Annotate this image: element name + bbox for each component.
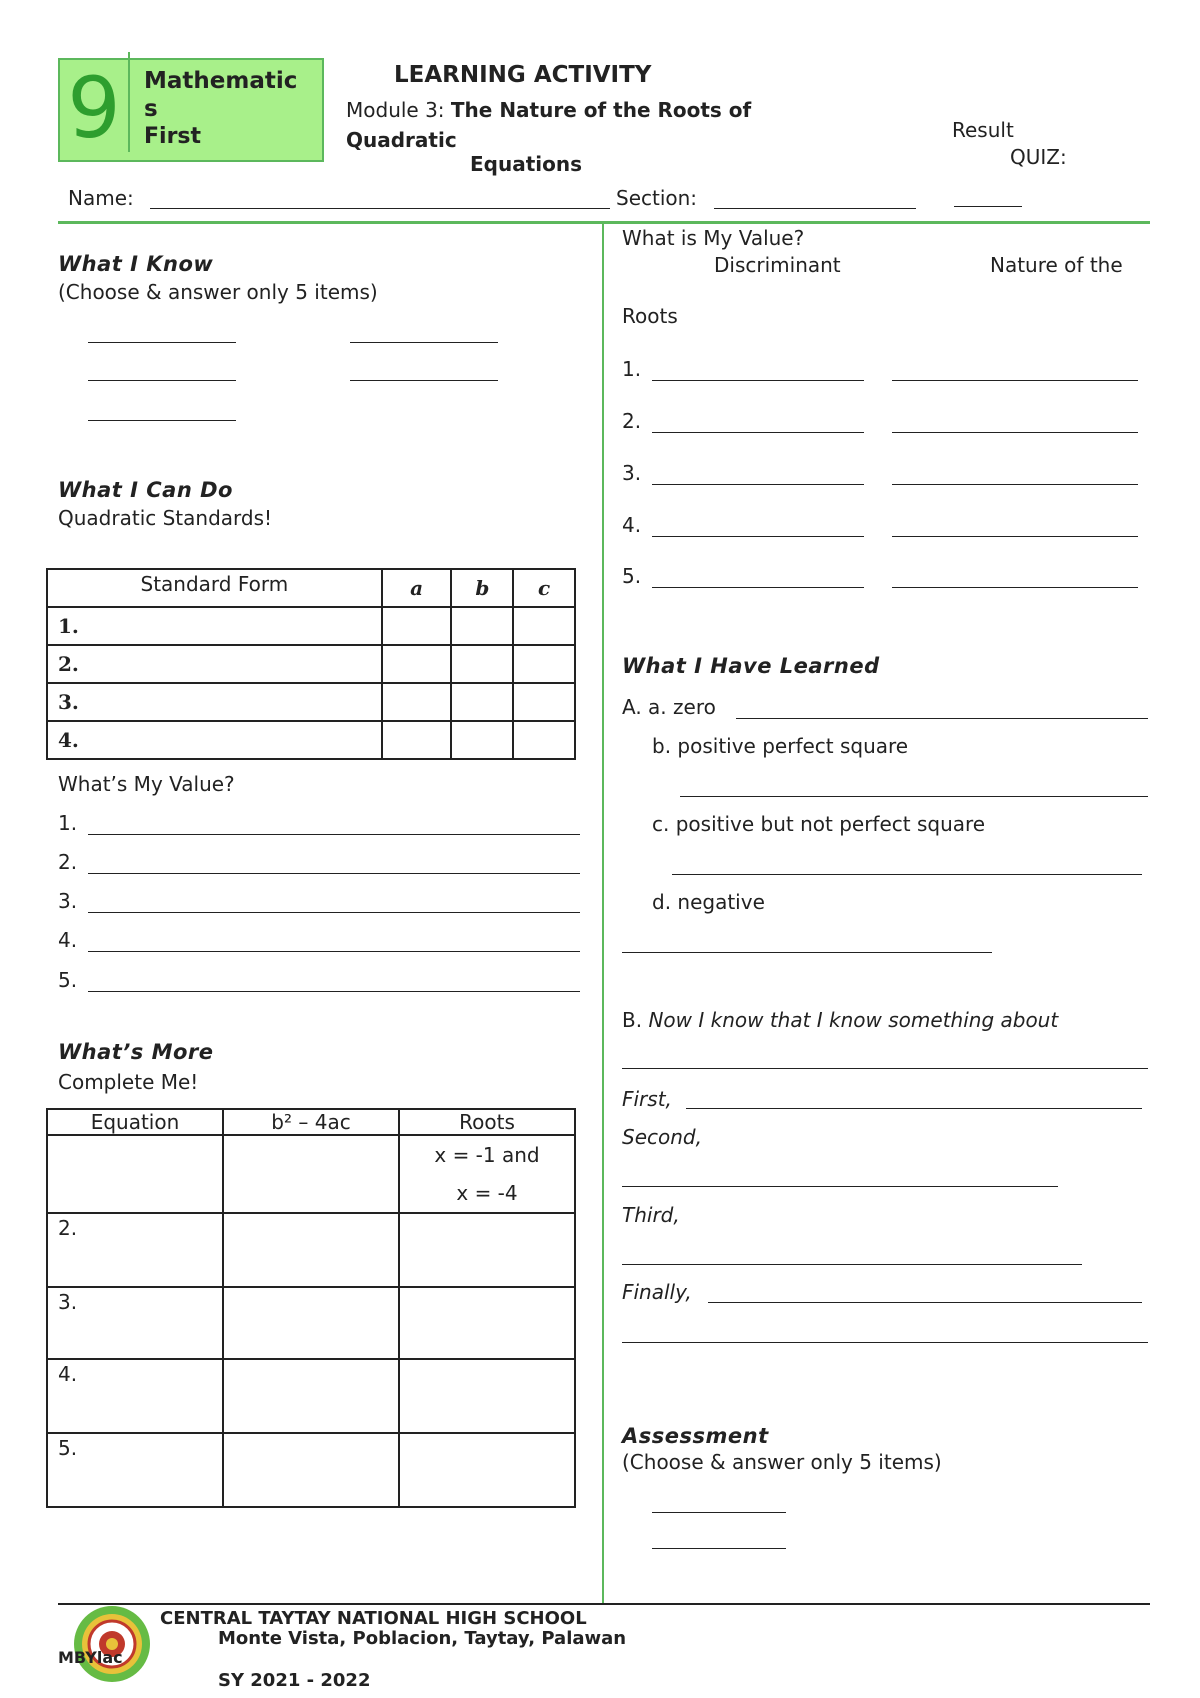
whats-more-title: What’s More (58, 1040, 214, 1064)
table-row[interactable]: 2. (47, 1213, 223, 1287)
name-label: Name: (68, 186, 134, 210)
header-standard-form: Standard Form (47, 569, 382, 607)
roots-cell[interactable] (399, 1213, 575, 1287)
header-b: b (451, 569, 513, 607)
discriminant-answer-3[interactable] (652, 484, 864, 485)
discriminant-cell[interactable] (223, 1135, 399, 1213)
equation-cell[interactable] (47, 1135, 223, 1213)
complete-me-table (46, 1108, 576, 1508)
section-field[interactable] (714, 208, 916, 209)
nature-answer-5[interactable] (892, 587, 1138, 588)
roots-cell[interactable] (399, 1433, 575, 1507)
quiz-score-field[interactable] (954, 206, 1022, 207)
discriminant-answer-2[interactable] (652, 432, 864, 433)
module-title-line2: Quadratic (346, 128, 457, 152)
roots-cell[interactable] (399, 1287, 575, 1359)
discriminant-header: Discriminant (714, 253, 841, 277)
cell-b[interactable] (451, 645, 513, 683)
module-title-line1: The Nature of the Roots of (450, 98, 752, 122)
module-title-cut: Equations (470, 152, 583, 176)
learned-b-text: Now I know that I know something about (648, 1008, 1059, 1032)
school-seal-icon (72, 1604, 152, 1684)
learned-d-answer[interactable] (622, 952, 992, 953)
learned-b-prefix: B. (622, 1008, 643, 1032)
first-label: First, (622, 1087, 672, 1111)
learned-a-label: A. a. zero (622, 695, 716, 719)
cell-a[interactable] (382, 721, 452, 759)
nature-answer-2[interactable] (892, 432, 1138, 433)
cell-a[interactable] (382, 645, 452, 683)
what-i-know-subtitle: (Choose & answer only 5 items) (58, 280, 378, 304)
learned-topic-answer[interactable] (622, 1068, 1148, 1069)
value-item-number: 3. (58, 889, 78, 913)
know-answer-3[interactable] (88, 380, 236, 381)
name-field[interactable] (150, 208, 610, 209)
first-answer[interactable] (686, 1108, 1142, 1109)
whats-more-subtitle: Complete Me! (58, 1070, 199, 1094)
table-row[interactable]: 1. (47, 607, 382, 645)
discriminant-cell[interactable] (223, 1287, 399, 1359)
cell-b[interactable] (451, 721, 513, 759)
second-answer[interactable] (622, 1186, 1058, 1187)
value-item-number: 5. (58, 968, 78, 992)
assessment-title: Assessment (622, 1424, 769, 1448)
discriminant-answer-1[interactable] (652, 380, 864, 381)
grade-number: 9 (60, 52, 130, 152)
nature-item-number: 4. (622, 513, 642, 537)
assessment-answer-2[interactable] (652, 1548, 786, 1549)
finally-label: Finally, (622, 1280, 692, 1304)
footer-address: Monte Vista, Poblacion, Taytay, Palawan (218, 1628, 627, 1649)
standard-form-table (46, 568, 576, 760)
learned-b-statement (622, 1008, 1058, 1032)
nature-answer-3[interactable] (892, 484, 1138, 485)
subject-line2: s (144, 96, 158, 122)
page-title: LEARNING ACTIVITY (394, 62, 652, 88)
footer-divider (58, 1603, 1150, 1605)
know-answer-5[interactable] (88, 420, 236, 421)
module-line1 (346, 98, 751, 122)
subject-line1: Mathematic (144, 68, 298, 94)
nature-item-number: 2. (622, 409, 642, 433)
nature-header-cont: Roots (622, 304, 678, 328)
footer-author: MBYlac (58, 1648, 123, 1667)
cell-c[interactable] (513, 683, 575, 721)
column-divider (602, 224, 604, 1604)
discriminant-cell[interactable] (223, 1359, 399, 1433)
what-i-can-do-title: What I Can Do (58, 478, 233, 502)
nature-item-number: 1. (622, 357, 642, 381)
know-answer-1[interactable] (88, 342, 236, 343)
section-label: Section: (616, 186, 698, 210)
table-row[interactable]: 4. (47, 1359, 223, 1433)
value-item-number: 1. (58, 811, 78, 835)
header-divider (58, 221, 1150, 224)
learned-b-answer[interactable] (680, 796, 1148, 797)
cell-a[interactable] (382, 607, 452, 645)
nature-item-number: 3. (622, 461, 642, 485)
cell-a[interactable] (382, 683, 452, 721)
learned-d-label: d. negative (652, 890, 765, 914)
table-row[interactable]: 5. (47, 1433, 223, 1507)
header-c: c (513, 569, 575, 607)
know-answer-4[interactable] (350, 380, 498, 381)
nature-answer-1[interactable] (892, 380, 1138, 381)
value-answer-1[interactable] (88, 834, 580, 835)
grade-badge (58, 58, 324, 162)
quarter-label: First (144, 124, 202, 149)
result-label: Result (952, 118, 1014, 142)
table-row[interactable]: 3. (47, 1287, 223, 1359)
learned-c-label: c. positive but not perfect square (652, 812, 986, 836)
whats-my-value-title: What’s My Value? (58, 772, 235, 796)
second-label: Second, (622, 1125, 702, 1149)
learned-b-label: b. positive perfect square (652, 734, 909, 758)
assessment-answer-1[interactable] (652, 1512, 786, 1513)
roots-cell[interactable] (399, 1359, 575, 1433)
module-title-clipped (470, 150, 600, 176)
assessment-subtitle: (Choose & answer only 5 items) (622, 1450, 942, 1474)
nature-header: Nature of the (990, 253, 1123, 277)
footer-sy: SY 2021 - 2022 (218, 1670, 371, 1691)
header-roots: Roots (399, 1109, 575, 1135)
learned-c-answer[interactable] (672, 874, 1142, 875)
roots-cell[interactable] (399, 1135, 575, 1213)
nature-item-number: 5. (622, 564, 642, 588)
finally-answer-cont[interactable] (622, 1342, 1148, 1343)
value-answer-2[interactable] (88, 873, 580, 874)
discriminant-answer-4[interactable] (652, 536, 864, 537)
cell-c[interactable] (513, 645, 575, 683)
third-label: Third, (622, 1203, 680, 1227)
value-answer-5[interactable] (88, 991, 580, 992)
discriminant-answer-5[interactable] (652, 587, 864, 588)
roots-line2: x = -4 (456, 1181, 518, 1205)
discriminant-cell[interactable] (223, 1433, 399, 1507)
cell-c[interactable] (513, 721, 575, 759)
value-item-number: 2. (58, 850, 78, 874)
header-equation: Equation (47, 1109, 223, 1135)
what-i-can-do-subtitle: Quadratic Standards! (58, 506, 273, 530)
value-item-number: 4. (58, 928, 78, 952)
cell-b[interactable] (451, 607, 513, 645)
value-answer-4[interactable] (88, 951, 580, 952)
table-row[interactable]: 4. (47, 721, 382, 759)
header-discriminant: b² – 4ac (223, 1109, 399, 1135)
header-a: a (382, 569, 452, 607)
cell-b[interactable] (451, 683, 513, 721)
what-i-have-learned-title: What I Have Learned (622, 654, 880, 678)
third-answer[interactable] (622, 1264, 1082, 1265)
cell-c[interactable] (513, 607, 575, 645)
footer-school: CENTRAL TAYTAY NATIONAL HIGH SCHOOL (160, 1608, 587, 1629)
what-i-know-title: What I Know (58, 252, 214, 276)
discriminant-cell[interactable] (223, 1213, 399, 1287)
know-answer-2[interactable] (350, 342, 498, 343)
quiz-label: QUIZ: (1010, 145, 1067, 169)
roots-line1: x = -1 and (434, 1143, 540, 1167)
module-prefix: Module 3: (346, 98, 451, 122)
what-is-my-value-title: What is My Value? (622, 226, 805, 250)
table-row[interactable]: 3. (47, 683, 382, 721)
nature-answer-4[interactable] (892, 536, 1138, 537)
table-row[interactable]: 2. (47, 645, 382, 683)
finally-answer[interactable] (708, 1302, 1142, 1303)
learned-a-answer[interactable] (736, 718, 1148, 719)
value-answer-3[interactable] (88, 912, 580, 913)
